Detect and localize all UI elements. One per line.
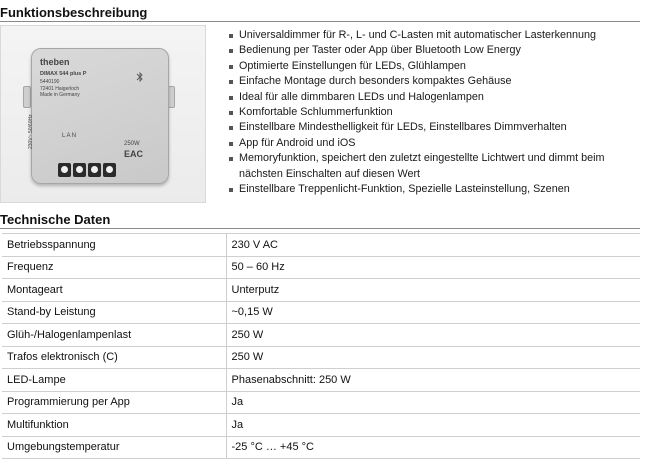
spec-label: LED-Lampe (2, 369, 226, 392)
device-voltage: 230V~ 50/60Hz (28, 114, 34, 149)
table-row (2, 301, 640, 324)
spec-value: Phasenabschnitt: 250 W (226, 369, 640, 392)
table-row (2, 256, 640, 279)
device-cert: EAC (124, 149, 144, 159)
device-brand: theben (40, 57, 70, 67)
feature-item: Einfache Montage durch besonders kompaktes Gehäuse (229, 74, 639, 89)
specs-table (2, 233, 640, 459)
terminal-screw (73, 163, 86, 177)
table-row (2, 369, 640, 392)
spec-value: 250 W (226, 324, 640, 347)
spec-value: Ja (226, 414, 640, 437)
table-row (2, 346, 640, 369)
product-photo (0, 25, 206, 203)
feature-item: Memoryfunktion, speichert den zuletzt eingestellte Lichtwert und dimmt beim nächsten Einschalten auf diesen Wert (229, 151, 639, 182)
functions-title-rule (0, 21, 640, 22)
spec-label: Multifunktion (2, 414, 226, 437)
table-row (2, 324, 640, 347)
spec-label: Frequenz (2, 256, 226, 279)
spec-value: 50 – 60 Hz (226, 256, 640, 279)
mounting-ear-left (23, 86, 31, 108)
spec-label: Programmierung per App (2, 391, 226, 414)
spec-value: ~0,15 W (226, 301, 640, 324)
feature-item: Einstellbare Treppenlicht-Funktion, Spezielle Lasteinstellung, Szenen (229, 182, 639, 197)
device-origin: Made in Germany (40, 92, 80, 98)
feature-item: Komfortable Schlummerfunktion (229, 105, 639, 120)
spec-label: Montageart (2, 279, 226, 302)
spec-label: Betriebsspannung (2, 234, 226, 257)
table-row (2, 436, 640, 459)
feature-item: Optimierte Einstellungen für LEDs, Glühlampen (229, 59, 639, 74)
feature-item: Bedienung per Taster oder App über Bluetooth Low Energy (229, 43, 639, 58)
bluetooth-icon (136, 71, 144, 83)
spec-label: Trafos elektronisch (C) (2, 346, 226, 369)
feature-item: Einstellbare Mindesthelligkeit für LEDs, Einstellbares Dimmverhalten (229, 120, 639, 135)
device-power: 250W (124, 141, 140, 147)
spec-value: Unterputz (226, 279, 640, 302)
table-row (2, 279, 640, 302)
specs-title: Technische Daten (0, 212, 111, 227)
device-terminal-letters: L A N (62, 133, 77, 139)
device-address: 72401 Haigerloch (40, 86, 80, 92)
table-row (2, 391, 640, 414)
device-article: 5440190 (40, 79, 60, 85)
feature-item: App für Android und iOS (229, 136, 639, 151)
feature-list (229, 28, 639, 197)
dimmer-device (28, 48, 169, 184)
spec-value: Ja (226, 391, 640, 414)
terminal-screw (58, 163, 71, 177)
device-model: DIMAX 544 plus P (40, 71, 87, 77)
functions-title: Funktionsbeschreibung (0, 5, 148, 20)
spec-label: Umgebungstemperatur (2, 436, 226, 459)
feature-item: Ideal für alle dimmbaren LEDs und Halogenlampen (229, 90, 639, 105)
spec-value: 230 V AC (226, 234, 640, 257)
specs-title-rule (0, 228, 640, 229)
spec-label: Stand-by Leistung (2, 301, 226, 324)
spec-label: Glüh-/Halogenlampenlast (2, 324, 226, 347)
terminal-screw (88, 163, 101, 177)
terminal-screw (103, 163, 116, 177)
table-row (2, 414, 640, 437)
table-row (2, 234, 640, 257)
spec-value: 250 W (226, 346, 640, 369)
feature-item: Universaldimmer für R-, L- und C-Lasten mit automatischer Lasterkennung (229, 28, 639, 43)
spec-value: -25 °C … +45 °C (226, 436, 640, 459)
